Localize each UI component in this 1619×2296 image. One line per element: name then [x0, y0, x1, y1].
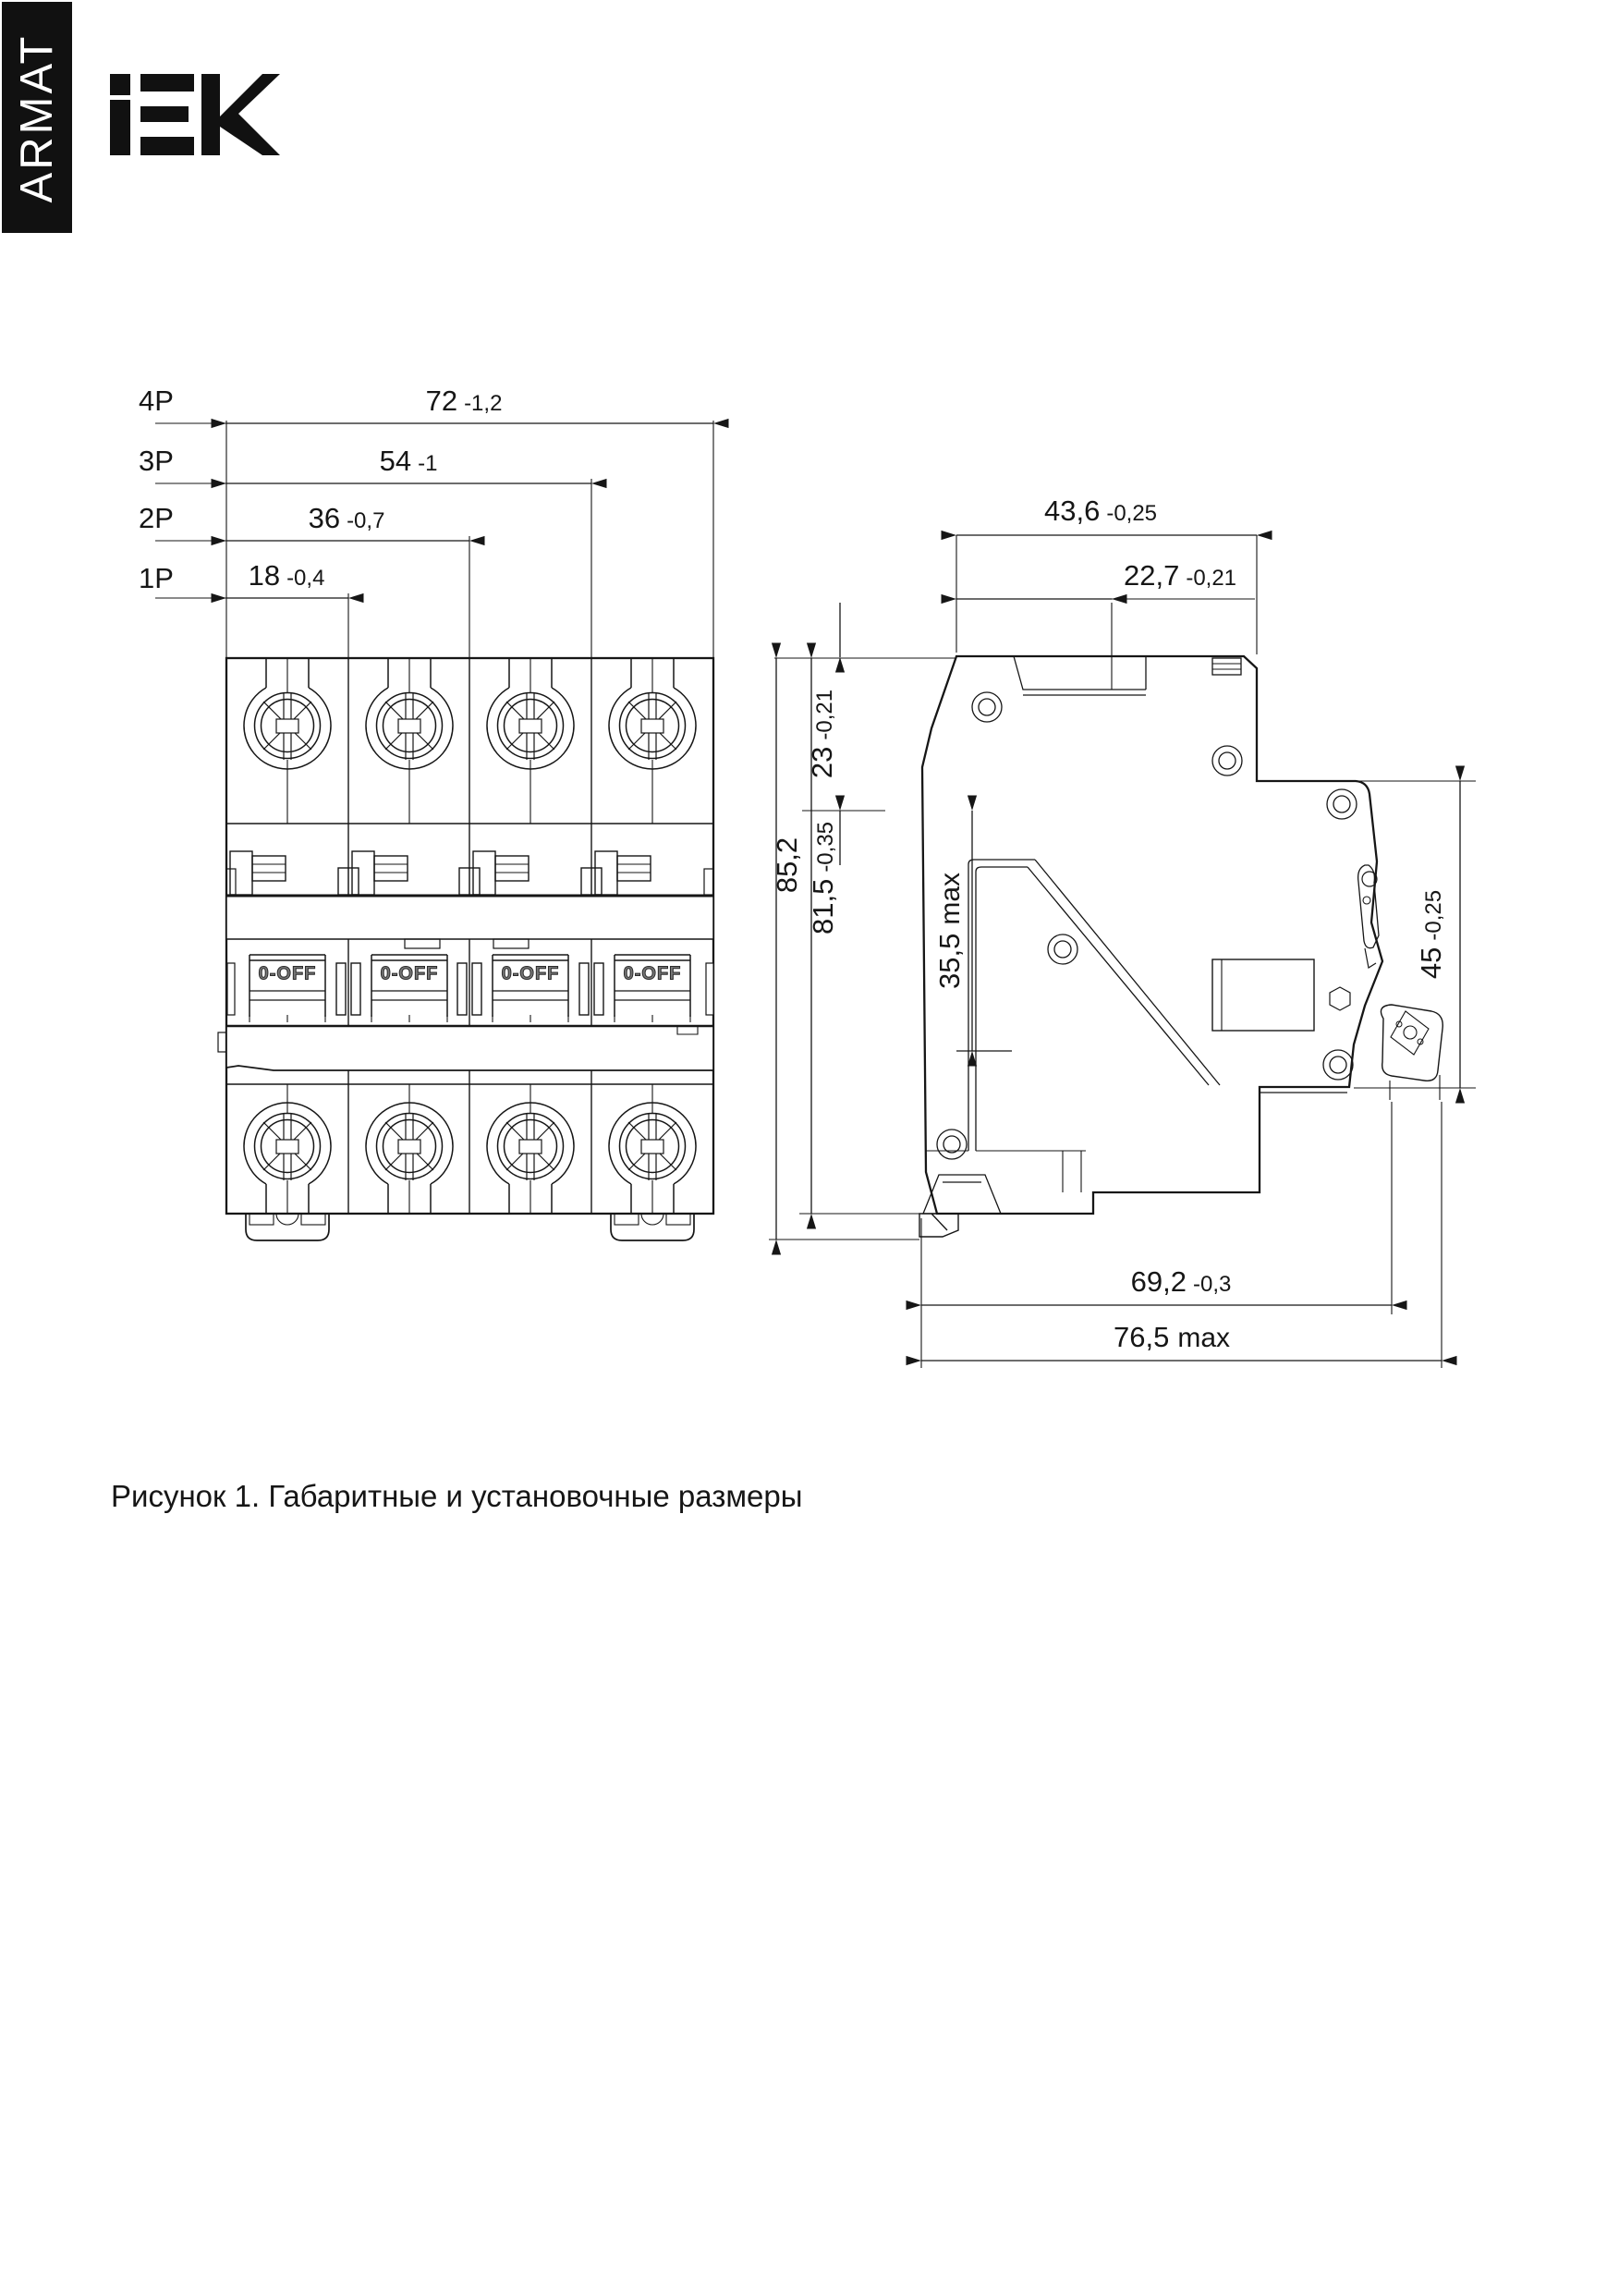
dim-value: 35,5 — [933, 933, 966, 990]
dim-tolerance: -0,7 — [347, 508, 385, 533]
dim-width-4p — [426, 385, 503, 418]
dim-suffix: max — [935, 872, 966, 925]
dim-width-1p — [249, 559, 325, 592]
dim-tolerance: -0,3 — [1192, 1272, 1232, 1297]
side-view — [769, 535, 1476, 1368]
dim-depth-top — [1044, 495, 1157, 528]
dim-max-depth — [1114, 1321, 1230, 1354]
pole-count-label-3p: 3P — [139, 445, 174, 477]
dim-value: 43,6 — [1043, 495, 1101, 527]
dim-tolerance: -0,35 — [813, 821, 838, 873]
dim-value: 23 — [806, 746, 838, 779]
dim-tolerance: -1 — [418, 451, 438, 476]
pole-count-label-2p: 2P — [139, 502, 174, 534]
front-view — [155, 421, 713, 1240]
dim-value: 45 — [1415, 946, 1447, 980]
dim-tolerance: -0,25 — [1106, 501, 1158, 526]
dim-tolerance: -0,25 — [1421, 889, 1446, 941]
dim-suffix: max — [1177, 1323, 1231, 1353]
dim-tolerance: -0,4 — [286, 566, 325, 591]
dim-height-body — [807, 822, 840, 934]
pole-count-label-1p: 1P — [139, 562, 174, 594]
dim-tolerance: -0,21 — [1186, 566, 1237, 591]
dim-tolerance: -1,2 — [464, 391, 503, 416]
toggle-state-label: 0-OFF — [501, 963, 560, 984]
dim-width-2p — [309, 502, 385, 535]
dim-mount-depth — [1131, 1265, 1232, 1299]
dim-height-overall — [771, 837, 804, 893]
dim-tolerance: -0,21 — [812, 689, 837, 740]
dim-value: 22,7 — [1123, 559, 1180, 592]
dim-value: 76,5 — [1113, 1321, 1170, 1353]
dim-value: 72 — [425, 385, 458, 417]
dim-value: 18 — [248, 559, 281, 592]
pole-count-label-4p: 4P — [139, 385, 174, 417]
dim-rear-height — [1415, 890, 1448, 979]
dim-value: 85,2 — [771, 837, 803, 894]
dim-value: 36 — [308, 502, 341, 534]
dim-width-3p — [380, 445, 438, 478]
dim-rail-zone — [933, 873, 967, 989]
toggle-state-label: 0-OFF — [623, 963, 682, 984]
iek-logo — [110, 74, 280, 155]
dim-depth-recess — [1124, 559, 1236, 592]
dim-value: 69,2 — [1130, 1265, 1187, 1298]
figure-caption: Рисунок 1. Габаритные и установочные размеры — [111, 1479, 803, 1513]
dim-value: 54 — [379, 445, 412, 477]
dim-value: 81,5 — [807, 878, 839, 935]
toggle-state-label: 0-OFF — [380, 963, 439, 984]
toggle-state-label: 0-OFF — [258, 963, 317, 984]
dim-top-to-rail — [806, 690, 839, 778]
series-label: ARMAT — [12, 33, 62, 203]
